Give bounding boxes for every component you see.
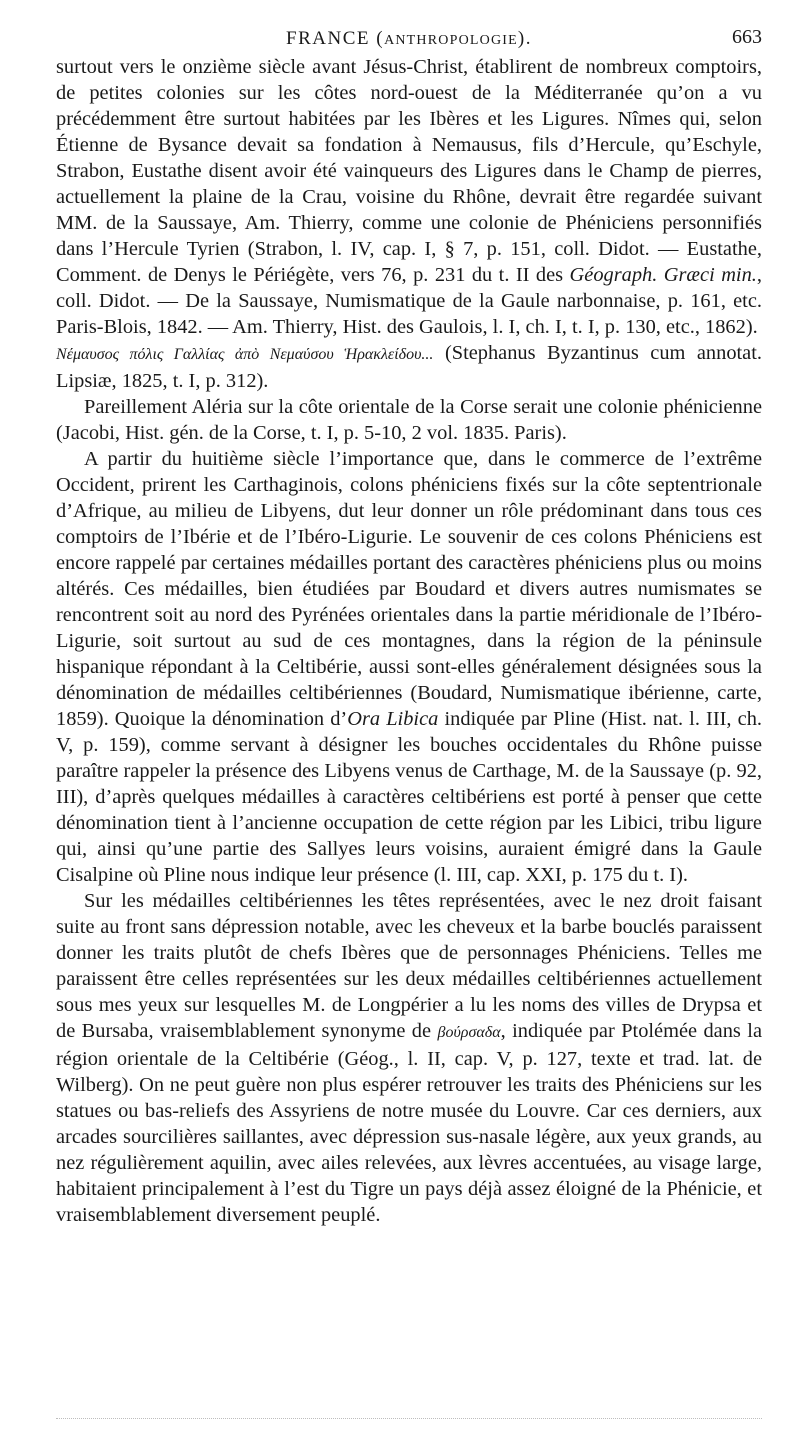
running-title-end: ).	[517, 28, 532, 49]
greek-word: βούρσαδα	[437, 1024, 501, 1041]
running-title	[56, 28, 762, 50]
paragraph-1-italic: Géograph. Græci min.	[569, 264, 757, 286]
paragraph-5-text: Sur les médailles celtibériennes les têtes représentées, avec le nez droit faisant suite au front sans dépression notable, avec les cheveux et la barbe bouclés paraissent donner les traits plutôt de chefs Ibères que de personnages Phéniciens. Telles me paraissent être celles représentées sur les deux médailles celtibériennes actuellement sous mes yeux sur lesquelles M. de Longpérier a lu les noms des villes de Drypsa et de Bursaba, vraisemblablement synonyme de	[56, 890, 762, 1042]
running-title-main: FRANCE (	[286, 28, 385, 49]
page-number: 663	[732, 26, 762, 48]
bottom-bleed-line	[56, 1418, 762, 1421]
greek-quotation: Νέμαυσος πόλις Γαλλίας ἀπὸ Νεμαύσου Ἡρακλείδου...	[56, 346, 434, 363]
paragraph-1-tail: , coll. Didot. — De la Saussaye, Numismatique de la Gaule narbonnaise, p. 161, etc. Paris-Blois, 1842. — Am. Thierry, Hist. des Gaulois, l. I, ch. I, t. I, p. 130, etc., 1862).	[56, 264, 762, 338]
running-head	[56, 20, 762, 54]
paragraph-4-text: A partir du huitième siècle l’importance que, dans le commerce de l’extrême Occident, prirent les Carthaginois, colons phéniciens fixés sur la côte septentrionale d’Afrique, au milieu de Libyens, dut leur donner un rôle prédominant dans tous ces comptoirs de l’Ibérie et de l’Ibéro-Ligurie. Le souvenir de ces colons Phéniciens est encore rappelé par certaines médailles portant des caractères phéniciens plus ou moins altérés. Ces médailles, bien étudiées par Boudard et divers autres numismates se rencontrent soit au nord des Pyrénées orientales dans la partie méridionale de l’Ibéro-Ligurie, soit surtout au sud de ces montagnes, dans la région de la péninsule hispanique répondant à la Celtibérie, aussi sont-elles généralement désignées sous la dénomination de médailles celtibériennes (Boudard, Numismatique ibérienne, carte, 1859). Quoique la dénomination d’	[56, 448, 762, 730]
paragraph-4	[56, 446, 762, 888]
paragraph-2-tail: (Stephanus Byzantinus cum annotat. Lipsiæ, 1825, t. I, p. 312).	[56, 342, 762, 392]
running-title-smallcaps: ANTHROPOLOGIE	[384, 33, 518, 48]
body-text	[56, 54, 762, 1228]
paragraph-3: Pareillement Aléria sur la côte orientale de la Corse serait une colonie phénicienne (Jacobi, Hist. gén. de la Corse, t. I, p. 5-10, 2 vol. 1835. Paris).	[56, 396, 762, 444]
paragraph-4-italic: Ora Libica	[347, 708, 439, 730]
paragraph-5	[56, 888, 762, 1228]
paragraph-1-text: surtout vers le onzième siècle avant Jésus-Christ, établirent de nombreux comptoirs, de petites colonies sur les côtes nord-ouest de la Méditerranée qu’on a vu précédemment être surtout habitées par les Ibères et les Ligures. Nîmes qui, selon Étienne de Bysance devait sa fondation à Nemausus, fils d’Hercule, qu’Eschyle, Strabon, Eustathe disent avoir été vainqueurs des Ligures dans le Champ de pierres, actuellement la plaine de la Crau, voisine du Rhône, devrait être regardée suivant MM. de la Saussaye, Am. Thierry, comme une colonie de Phéniciens personnifiés dans l’Hercule Tyrien (Strabon, l. IV, cap. I, § 7, p. 151, coll. Didot. — Eustathe, Comment. de Denys le Périégète, vers 76, p. 231 du t. II des	[56, 56, 762, 286]
paragraph-4-tail: indiquée par Pline (Hist. nat. l. III, ch. V, p. 159), comme servant à désigner les bouches occidentales du Rhône puisse paraître rappeler la présence des Libyens venus de Carthage, M. de la Saussaye (p. 92, III), d’après quelques médailles à caractères celtibériens est porté à penser que cette dénomination tient à l’ancienne occupation de cette région par les Libici, tribu ligure qui, ainsi qu’une partie des Sallyes leurs voisins, auraient émigré dans la Gaule Cisalpine où Pline nous indique leur présence (l. III, cap. XXI, p. 175 du t. I).	[56, 708, 762, 886]
paragraph-5-tail: , indiquée par Ptolémée dans la région orientale de la Celtibérie (Géog., l. II, cap. V, p. 127, texte et trad. lat. de Wilberg). On ne peut guère non plus espérer retrouver les traits des Phéniciens sur les statues ou bas-reliefs des Assyriens de notre musée du Louvre. Car ces derniers, aux arcades sourcilières saillantes, avec dépression sus-nasale légère, aux yeux grands, au nez régulièrement aquilin, avec ailes relevées, aux lèvres accentuées, au visage large, habitaient principalement à l’est du Tigre un pays déjà assez éloigné de la Phénicie, et vraisemblablement diversement peuplé.	[56, 1020, 762, 1226]
paragraph-1	[56, 54, 762, 340]
paragraph-2	[56, 340, 762, 394]
page	[56, 20, 762, 1228]
